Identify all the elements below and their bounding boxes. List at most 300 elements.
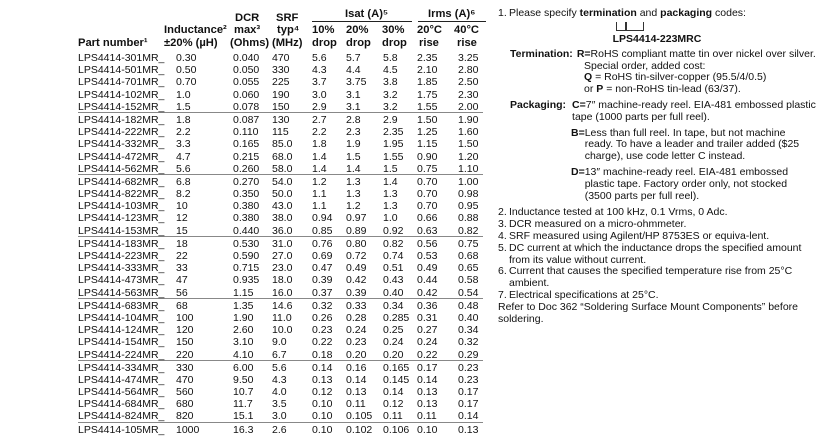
table-cell: LPS4414-301MR_ — [78, 52, 165, 64]
part-number-example — [498, 22, 816, 48]
table-cell: 0.94 — [312, 212, 333, 225]
table-cell: 1.0 — [383, 212, 398, 225]
table-cell: 1.3 — [383, 200, 398, 213]
table-cell: 0.28 — [346, 311, 367, 324]
table-cell: 36.0 — [272, 224, 293, 237]
table-cell: 0.80 — [346, 237, 367, 250]
table-cell: 1.3 — [383, 188, 398, 201]
table-cell: 1.95 — [383, 138, 404, 151]
packaging-label: Packaging: — [510, 98, 567, 111]
table-cell: 0.285 — [383, 311, 410, 324]
table-cell: 1.2 — [346, 200, 361, 213]
table-row — [78, 151, 483, 163]
table-cell: 1.50 — [417, 113, 438, 126]
table-cell: LPS4414-333MR_ — [78, 262, 165, 275]
table-cell: 2.2 — [312, 126, 327, 139]
table-cell: 2.3 — [346, 126, 361, 139]
table-cell: 0.75 — [458, 237, 479, 250]
table-cell: 2.6 — [272, 423, 287, 436]
table-cell: LPS4414-223MR_ — [78, 250, 165, 262]
code-bracket — [616, 22, 626, 31]
table-cell: 0.82 — [383, 237, 404, 250]
table-cell: 0.14 — [312, 361, 333, 374]
header-irms-20: 20°C — [417, 24, 442, 36]
table-cell: 0.23 — [458, 361, 479, 374]
table-cell: 0.70 — [417, 175, 438, 188]
table-cell: 0.39 — [346, 286, 367, 299]
table-cell: 54.0 — [272, 175, 293, 188]
table-cell: 12 — [176, 212, 188, 225]
table-cell: 0.17 — [417, 361, 438, 374]
table-cell: 0.32 — [458, 336, 479, 349]
isat-rule — [312, 21, 412, 22]
table-row — [78, 300, 483, 312]
table-cell: 0.37 — [312, 286, 333, 299]
header-srf-3: (MHz) — [272, 37, 303, 49]
table-cell: 0.23 — [346, 336, 367, 349]
table-cell: 1.4 — [383, 175, 398, 188]
table-cell: 0.14 — [458, 410, 479, 423]
code-bracket — [626, 22, 644, 31]
table-cell: 1.75 — [417, 88, 438, 101]
table-cell: 2.30 — [458, 88, 479, 101]
table-cell: LPS4414-152MR_ — [78, 100, 165, 113]
table-cell: 0.10 — [312, 398, 333, 411]
table-cell: 0.65 — [458, 262, 479, 275]
header-isat-title: Isat (A)⁵ — [345, 8, 389, 20]
table-cell: 2.35 — [417, 52, 438, 64]
table-cell: 0.165 — [383, 361, 410, 374]
table-cell: 0.13 — [417, 398, 438, 411]
header-isat-drop-30: drop — [382, 37, 407, 49]
table-cell: LPS4414-683MR_ — [78, 299, 165, 312]
table-cell: 1.55 — [383, 150, 404, 163]
table-cell: 560 — [176, 386, 194, 399]
table-cell: 10 — [176, 200, 188, 213]
table-cell: 33 — [176, 262, 188, 275]
table-cell: 0.88 — [458, 212, 479, 225]
table-cell: 4.10 — [233, 348, 254, 361]
header-srf: SRF — [276, 12, 299, 24]
table-cell: 150 — [176, 336, 194, 349]
table-cell: 1.8 — [176, 113, 191, 126]
table-cell: 0.54 — [458, 286, 479, 299]
note-3: 3. DCR measured on a micro-ohmmeter. — [498, 218, 687, 231]
table-cell: 3.1 — [346, 88, 361, 101]
table-cell: 0.31 — [417, 311, 438, 324]
header-dcr-3: (Ohms) — [230, 37, 270, 49]
table-cell: 2.2 — [176, 126, 191, 139]
table-cell: 1.1 — [312, 200, 327, 213]
table-cell: 15.1 — [233, 410, 254, 423]
table-row — [78, 312, 483, 324]
table-cell: 0.50 — [176, 64, 197, 77]
table-cell: 0.13 — [458, 423, 479, 436]
table-cell: 330 — [272, 64, 290, 77]
table-cell: 0.10 — [312, 410, 333, 423]
table-cell: 4.3 — [312, 64, 327, 77]
table-row — [78, 163, 483, 175]
table-cell: 2.80 — [458, 64, 479, 77]
table-cell: 0.106 — [383, 423, 410, 436]
table-row — [78, 274, 483, 286]
table-cell: 680 — [176, 398, 194, 411]
table-cell: 1.2 — [312, 175, 327, 188]
table-cell: 2.35 — [383, 126, 404, 139]
table-cell: LPS4414-332MR_ — [78, 138, 165, 151]
table-cell: LPS4414-154MR_ — [78, 336, 165, 349]
table-cell: 0.75 — [417, 162, 438, 175]
table-cell: 1.60 — [458, 126, 479, 139]
table-cell: 0.20 — [346, 348, 367, 361]
option-q: Q = RoHS tin-silver-copper (95.5/4/0.5) — [584, 71, 767, 84]
table-cell: 0.350 — [233, 188, 260, 201]
header-srf-2: typ⁴ — [277, 24, 300, 36]
table-cell: 0.51 — [383, 262, 404, 275]
table-row — [78, 349, 483, 361]
table-cell: 0.530 — [233, 237, 260, 250]
table-cell: 0.98 — [458, 188, 479, 201]
table-row — [78, 362, 483, 374]
table-cell: 85.0 — [272, 138, 293, 151]
table-cell: 0.89 — [346, 224, 367, 237]
table-cell: 0.935 — [233, 274, 260, 287]
table-cell: 0.63 — [417, 224, 438, 237]
table-cell: 0.10 — [312, 423, 333, 436]
table-cell: 0.270 — [233, 175, 260, 188]
table-cell: 1.25 — [417, 126, 438, 139]
table-cell: 0.49 — [346, 262, 367, 275]
table-cell: 1.3 — [346, 188, 361, 201]
table-row — [78, 287, 483, 299]
table-cell: 0.050 — [233, 64, 260, 77]
table-cell: 0.53 — [417, 250, 438, 262]
table-cell: LPS4414-563MR_ — [78, 286, 165, 299]
table-cell: 0.97 — [346, 212, 367, 225]
table-cell: 3.0 — [272, 410, 287, 423]
table-cell: 0.11 — [346, 398, 366, 411]
table-cell: 0.70 — [176, 76, 197, 89]
header-isat-10: 10% — [312, 24, 335, 36]
table-cell: 0.72 — [346, 250, 367, 262]
table-cell: 0.70 — [417, 200, 438, 213]
table-cell: 1.10 — [458, 162, 479, 175]
table-cell: 0.47 — [312, 262, 333, 275]
table-cell: 0.165 — [233, 138, 260, 151]
header-irms-rise-40: rise — [457, 37, 477, 49]
table-cell: 820 — [176, 410, 194, 423]
table-cell: 0.40 — [458, 311, 479, 324]
table-cell: 470 — [176, 373, 194, 386]
note-2: 2. Inductance tested at 100 kHz, 0.1 Vrms, 0 Adc. — [498, 206, 728, 219]
table-cell: 22 — [176, 250, 188, 262]
header-inductance-2: ±20% (µH) — [164, 37, 218, 49]
table-cell: LPS4414-183MR_ — [78, 237, 165, 250]
table-cell: 2.60 — [233, 324, 254, 337]
table-cell: 0.30 — [176, 52, 197, 64]
table-cell: LPS4414-124MR_ — [78, 324, 165, 337]
table-cell: 0.16 — [346, 361, 367, 374]
notes-column — [498, 8, 816, 325]
table-cell: 11.7 — [233, 398, 253, 411]
table-cell: LPS4414-501MR_ — [78, 64, 165, 77]
table-cell: 0.10 — [417, 423, 438, 436]
note-4: 4. SRF measured using Agilent/HP 8753ES or equiva-lent. — [498, 229, 770, 242]
table-cell: 0.12 — [312, 386, 333, 399]
table-cell: 43.0 — [272, 200, 293, 213]
table-row — [78, 114, 483, 126]
table-body — [78, 52, 483, 436]
table-cell: 0.11 — [383, 410, 403, 423]
header-isat-30: 30% — [382, 24, 405, 36]
table-cell: 3.2 — [383, 88, 398, 101]
table-cell: 5.6 — [312, 52, 327, 64]
note-7: 7. Electrical specifications at 25°C. — [498, 288, 659, 301]
note-text: Please specify termination and packaging codes: — [509, 7, 746, 19]
table-cell: 3.2 — [383, 100, 398, 113]
table-cell: 23.0 — [272, 262, 293, 275]
table-row — [78, 250, 483, 262]
table-cell: LPS4414-682MR_ — [78, 175, 165, 188]
table-cell: 0.82 — [458, 224, 479, 237]
termination-option: Termination: R=RoHS compliant matte tin over nickel over silver. — [498, 49, 816, 61]
table-cell: 220 — [176, 348, 194, 361]
table-cell: LPS4414-222MR_ — [78, 126, 165, 139]
table-cell: 0.13 — [312, 373, 333, 386]
table-cell: 0.13 — [417, 386, 438, 399]
table-cell: 16.0 — [272, 286, 293, 299]
table-cell: 0.17 — [458, 398, 479, 411]
header-irms-40: 40°C — [454, 24, 479, 36]
table-cell: 50.0 — [272, 188, 293, 201]
table-cell: 4.3 — [272, 373, 287, 386]
table-cell: 5.7 — [346, 52, 361, 64]
table-cell: 0.66 — [417, 212, 438, 225]
table-cell: 3.8 — [383, 76, 398, 89]
table-cell: 0.34 — [458, 324, 479, 337]
table-cell: 0.14 — [417, 373, 438, 386]
table-cell: 1.85 — [417, 76, 438, 89]
table-cell: 18.0 — [272, 274, 293, 287]
table-cell: LPS4414-103MR_ — [78, 200, 165, 213]
table-cell: 225 — [272, 76, 290, 89]
table-cell: 1.55 — [417, 100, 438, 113]
table-cell: LPS4414-105MR_ — [78, 423, 165, 436]
table-cell: 330 — [176, 361, 194, 374]
table-cell: 0.040 — [233, 52, 260, 64]
table-cell: 0.715 — [233, 262, 260, 275]
table-cell: LPS4414-224MR_ — [78, 348, 165, 361]
table-cell: 1.00 — [458, 175, 479, 188]
table-cell: 0.68 — [458, 250, 479, 262]
table-cell: 0.380 — [233, 212, 260, 225]
table-cell: 0.70 — [417, 188, 438, 201]
table-cell: 2.9 — [383, 113, 398, 126]
table-cell: 27.0 — [272, 250, 293, 262]
table-cell: 9.50 — [233, 373, 254, 386]
table-cell: 1.9 — [346, 138, 361, 151]
table-row — [78, 126, 483, 138]
packaging-option-d: D= 13″ machine-ready reel. EIA-481 embossed plastic tape. Factory order only, not stocked (3500 parts per full reel). — [571, 165, 789, 202]
table-cell: 0.69 — [312, 250, 333, 262]
table-row — [78, 200, 483, 212]
table-cell: LPS4414-123MR_ — [78, 212, 165, 225]
table-cell: 18 — [176, 237, 188, 250]
table-cell: 0.18 — [312, 348, 333, 361]
table-cell: 1.15 — [233, 286, 254, 299]
table-cell: 0.27 — [417, 324, 438, 337]
table-cell: 68 — [176, 299, 188, 312]
table-cell: 2.9 — [312, 100, 327, 113]
table-cell: 0.055 — [233, 76, 260, 89]
table-cell: 0.24 — [383, 336, 404, 349]
table-cell: LPS4414-472MR_ — [78, 150, 165, 163]
note-1 — [498, 8, 816, 20]
table-cell: 10.7 — [233, 386, 254, 399]
table-cell: 4.7 — [176, 150, 191, 163]
table-cell: 31.0 — [272, 237, 293, 250]
table-cell: 0.43 — [383, 274, 404, 287]
irms-rule — [418, 21, 486, 22]
table-cell: 100 — [176, 311, 194, 324]
table-cell: 1.0 — [176, 88, 191, 101]
table-cell: 14.6 — [272, 299, 293, 312]
table-row — [78, 225, 483, 237]
table-cell: 5.8 — [383, 52, 398, 64]
table-cell: 0.24 — [346, 324, 367, 337]
header-part-number: Part number¹ — [78, 37, 148, 49]
table-cell: LPS4414-102MR_ — [78, 88, 165, 101]
part-code: LPS4414-223MRC — [612, 32, 702, 45]
header-dcr: DCR — [235, 12, 260, 24]
table-cell: 1.90 — [458, 113, 479, 126]
table-cell: 0.40 — [383, 286, 404, 299]
special-order: Special order, added cost: — [584, 59, 706, 72]
table-cell: 1.5 — [383, 162, 398, 175]
table-cell: 0.17 — [458, 386, 479, 399]
table-cell: 0.85 — [312, 224, 333, 237]
header-isat-drop-10: drop — [312, 37, 337, 49]
table-cell: 0.90 — [417, 150, 438, 163]
table-cell: 0.33 — [346, 299, 367, 312]
table-cell: 0.25 — [383, 324, 404, 337]
table-cell: 0.92 — [383, 224, 404, 237]
spec-table — [78, 6, 483, 436]
table-row — [78, 424, 483, 436]
table-cell: 1000 — [176, 423, 200, 436]
table-cell: 1.4 — [346, 162, 361, 175]
table-cell: 0.42 — [346, 274, 367, 287]
table-cell: 3.7 — [312, 76, 327, 89]
table-cell: 0.24 — [417, 336, 438, 349]
table-cell: LPS4414-824MR_ — [78, 410, 165, 423]
packaging-option-c: Packaging: C=7″ machine-ready reel. EIA-481 embossed plastic tape (1000 parts per full reel). — [498, 100, 816, 124]
table-cell: 2.50 — [458, 76, 479, 89]
note-number: 1. — [498, 7, 507, 19]
table-cell: 5.6 — [176, 162, 191, 175]
note-6: 6. Current that causes the specified temperature rise from 25°C ambient. — [498, 265, 793, 290]
table-cell: 2.10 — [417, 64, 438, 77]
table-cell: 0.29 — [458, 348, 479, 361]
table-cell: 47 — [176, 274, 188, 287]
table-cell: 0.105 — [346, 410, 373, 423]
table-cell: 470 — [272, 52, 290, 64]
table-cell: 0.42 — [417, 286, 438, 299]
table-cell: 1.20 — [458, 150, 479, 163]
table-cell: LPS4414-474MR_ — [78, 373, 165, 386]
table-cell: 0.23 — [312, 324, 333, 337]
table-cell: 0.49 — [417, 262, 438, 275]
table-row — [78, 64, 483, 76]
table-row — [78, 188, 483, 200]
table-cell: 120 — [176, 324, 194, 337]
table-cell: 0.20 — [383, 348, 404, 361]
table-row — [78, 89, 483, 101]
table-cell: 150 — [272, 100, 290, 113]
table-cell: 15 — [176, 224, 188, 237]
table-row — [78, 76, 483, 88]
table-cell: 1.5 — [176, 100, 191, 113]
table-cell: 0.13 — [346, 386, 367, 399]
packaging-option-b: B= Less than full reel. In tape, but not machine ready. To have a leader and trailer added ($25 charge), use code letter C instead. — [571, 126, 800, 163]
table-row — [78, 336, 483, 348]
table-cell: 0.590 — [233, 250, 260, 262]
table-cell: 0.95 — [458, 200, 479, 213]
table-cell: 0.215 — [233, 150, 260, 163]
table-cell: 3.75 — [346, 76, 367, 89]
table-row — [78, 176, 483, 188]
table-cell: 3.10 — [233, 336, 254, 349]
table-cell: 0.078 — [233, 100, 260, 113]
table-cell: 2.8 — [346, 113, 361, 126]
table-cell: 1.4 — [312, 162, 327, 175]
table-cell: 6.7 — [272, 348, 287, 361]
table-cell: 0.14 — [346, 373, 367, 386]
table-cell: 1.90 — [233, 311, 254, 324]
table-cell: 6.00 — [233, 361, 254, 374]
table-cell: LPS4414-473MR_ — [78, 274, 165, 287]
table-cell: 4.5 — [383, 64, 398, 77]
table-cell: 0.36 — [417, 299, 438, 312]
table-cell: 8.2 — [176, 188, 191, 201]
table-cell: LPS4414-564MR_ — [78, 386, 165, 399]
table-cell: 9.0 — [272, 336, 287, 349]
table-cell: 56 — [176, 286, 188, 299]
header-irms-rise-20: rise — [419, 37, 439, 49]
table-cell: 3.0 — [312, 88, 327, 101]
table-cell: LPS4414-684MR_ — [78, 398, 165, 411]
table-row — [78, 238, 483, 250]
table-cell: 0.110 — [233, 126, 259, 139]
table-row — [78, 212, 483, 224]
table-cell: 4.4 — [346, 64, 361, 77]
table-cell: 0.74 — [383, 250, 404, 262]
table-cell: 3.25 — [458, 52, 479, 64]
table-cell: 0.145 — [383, 373, 410, 386]
table-cell: 0.32 — [312, 299, 333, 312]
table-row — [78, 101, 483, 113]
table-cell: 130 — [272, 113, 290, 126]
table-row — [78, 374, 483, 386]
table-cell: 0.11 — [417, 410, 437, 423]
table-cell: 6.8 — [176, 175, 191, 188]
table-cell: 0.34 — [383, 299, 404, 312]
table-cell: 0.76 — [312, 237, 333, 250]
table-cell: 0.58 — [458, 274, 479, 287]
table-cell: 115 — [272, 126, 289, 139]
table-cell: 0.14 — [383, 386, 404, 399]
table-cell: 1.50 — [458, 138, 479, 151]
